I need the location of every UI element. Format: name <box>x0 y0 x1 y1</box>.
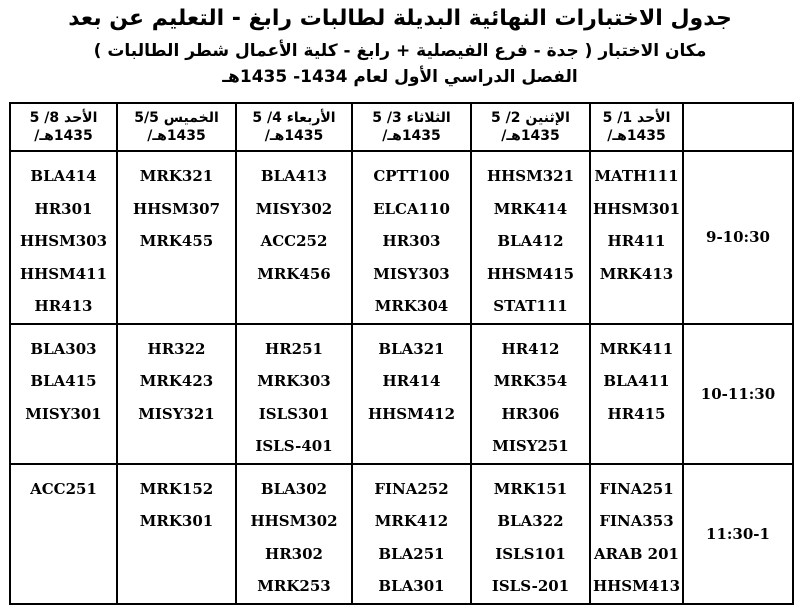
exam-cell <box>236 324 352 464</box>
course-code: MRK455 <box>139 232 214 250</box>
course-code: HHSM413 <box>592 577 681 595</box>
day-name: الخميس 5/5 <box>134 110 219 126</box>
course-code: BLA301 <box>378 577 445 595</box>
time-column-header <box>683 103 793 151</box>
course-code: HR302 <box>265 544 323 563</box>
day-header <box>352 103 471 151</box>
course-code: FINA251 <box>599 479 674 498</box>
course-code: MISY251 <box>492 437 569 455</box>
course-code: ISLS-401 <box>255 437 333 455</box>
day-date: 1435هـ/ <box>147 128 206 144</box>
course-code: MRK411 <box>599 339 674 358</box>
course-code: MRK321 <box>139 167 214 185</box>
day-date: 1435هـ/ <box>607 128 666 144</box>
course-code: MISY302 <box>255 199 333 218</box>
schedule-header <box>0 0 800 88</box>
exam-cell <box>471 464 590 604</box>
course-code: HR303 <box>382 232 441 250</box>
course-code: BLA413 <box>260 167 328 185</box>
exam-cell <box>471 151 590 324</box>
exam-cell <box>590 464 683 604</box>
time-slot-label: 9-10:30 <box>683 151 793 324</box>
course-code: ELCA110 <box>373 199 450 218</box>
exam-location: مكان الاختبار ( جدة - فرع الفيصلية + رابغ - كلية الأعمال شطر الطالبات ) <box>93 41 707 61</box>
course-code: BLA322 <box>497 512 564 530</box>
day-header <box>236 103 352 151</box>
course-code: BLA321 <box>378 339 445 358</box>
course-code: MATH111 <box>594 167 679 185</box>
semester-label: الفصل الدراسي الأول لعام 1434- 1435هـ <box>222 67 578 87</box>
exam-cell <box>471 324 590 464</box>
course-code: HHSM307 <box>132 199 221 218</box>
course-code: HR414 <box>382 372 441 390</box>
exam-cell <box>236 464 352 604</box>
course-code: HR322 <box>147 339 206 358</box>
course-code: MRK412 <box>374 512 449 530</box>
course-code: HR412 <box>501 339 560 358</box>
exam-cell <box>10 324 117 464</box>
day-date: 1435هـ/ <box>382 128 441 144</box>
course-code: ACC252 <box>260 232 328 250</box>
course-code: HHSM321 <box>486 167 575 185</box>
course-code: HR411 <box>607 232 666 250</box>
day-date: 1435هـ/ <box>34 128 93 144</box>
course-code: ISLS-201 <box>491 577 570 595</box>
time-slot-row <box>10 464 793 604</box>
course-code: BLA415 <box>30 372 97 390</box>
course-code: BLA303 <box>30 339 97 358</box>
exam-cell <box>352 151 471 324</box>
course-code: MRK151 <box>493 479 568 498</box>
day-name: الأربعاء 4/ 5 <box>252 110 336 126</box>
day-name: الإثنين 2/ 5 <box>491 110 570 126</box>
course-code: MRK303 <box>257 372 331 390</box>
course-code: MISY303 <box>373 264 450 283</box>
time-slot-label: 10-11:30 <box>683 324 793 464</box>
course-code: MRK414 <box>493 199 568 218</box>
page-title: جدول الاختبارات النهائية البديلة لطالبات رابغ - التعليم عن بعد <box>68 6 732 31</box>
course-code: HHSM411 <box>19 264 108 283</box>
course-code: BLA302 <box>260 479 328 498</box>
course-code: MRK152 <box>139 479 214 498</box>
course-code: BLA251 <box>378 544 445 563</box>
course-code: HHSM302 <box>250 512 338 530</box>
day-header <box>10 103 117 151</box>
course-code: HR415 <box>607 404 666 423</box>
day-header <box>590 103 683 151</box>
day-name: الثلاثاء 3/ 5 <box>372 110 451 126</box>
course-code: ISLS101 <box>495 544 566 563</box>
course-code: FINA252 <box>374 479 449 498</box>
course-code: HHSM412 <box>367 404 456 423</box>
course-code: BLA414 <box>30 167 97 185</box>
time-slot-label: 11:30-1 <box>683 464 793 604</box>
exam-cell <box>352 464 471 604</box>
exam-cell <box>10 464 117 604</box>
course-code: HR301 <box>34 199 93 218</box>
course-code: MRK253 <box>257 577 331 595</box>
course-code: MRK423 <box>139 372 214 390</box>
exam-cell <box>117 464 236 604</box>
course-code: MRK354 <box>493 372 568 390</box>
day-header <box>117 103 236 151</box>
course-code: MRK413 <box>599 264 674 283</box>
day-header <box>471 103 590 151</box>
course-code: HHSM301 <box>592 199 681 218</box>
course-code: MRK301 <box>139 512 214 530</box>
course-code: HR413 <box>34 297 93 315</box>
course-code: MISY301 <box>25 404 102 423</box>
course-code: MRK456 <box>257 264 331 283</box>
course-code: HR251 <box>265 339 323 358</box>
course-code: MISY321 <box>138 404 215 423</box>
course-code: FINA353 <box>599 512 674 530</box>
course-code: ACC251 <box>30 479 97 498</box>
time-slot-row <box>10 151 793 324</box>
course-code: ISLS301 <box>258 404 330 423</box>
exam-cell <box>117 324 236 464</box>
exam-cell <box>352 324 471 464</box>
exam-cell <box>590 324 683 464</box>
course-code: BLA412 <box>497 232 564 250</box>
day-header-row <box>10 103 793 151</box>
course-code: STAT111 <box>493 297 568 315</box>
exam-cell <box>10 151 117 324</box>
exam-cell <box>590 151 683 324</box>
time-slot-row <box>10 324 793 464</box>
day-date: 1435هـ/ <box>501 128 560 144</box>
course-code: BLA411 <box>603 372 670 390</box>
course-code: HHSM303 <box>19 232 108 250</box>
day-name: الأحد 8/ 5 <box>29 110 98 126</box>
course-code: HR306 <box>501 404 560 423</box>
exam-cell <box>117 151 236 324</box>
course-code: ARAB 201 <box>594 544 679 563</box>
exam-schedule-table <box>9 102 794 605</box>
day-name: الأحد 1/ 5 <box>602 110 671 126</box>
course-code: HHSM415 <box>486 264 575 283</box>
course-code: MRK304 <box>374 297 449 315</box>
course-code: CPTT100 <box>373 167 450 185</box>
exam-cell <box>236 151 352 324</box>
day-date: 1435هـ/ <box>264 128 324 144</box>
